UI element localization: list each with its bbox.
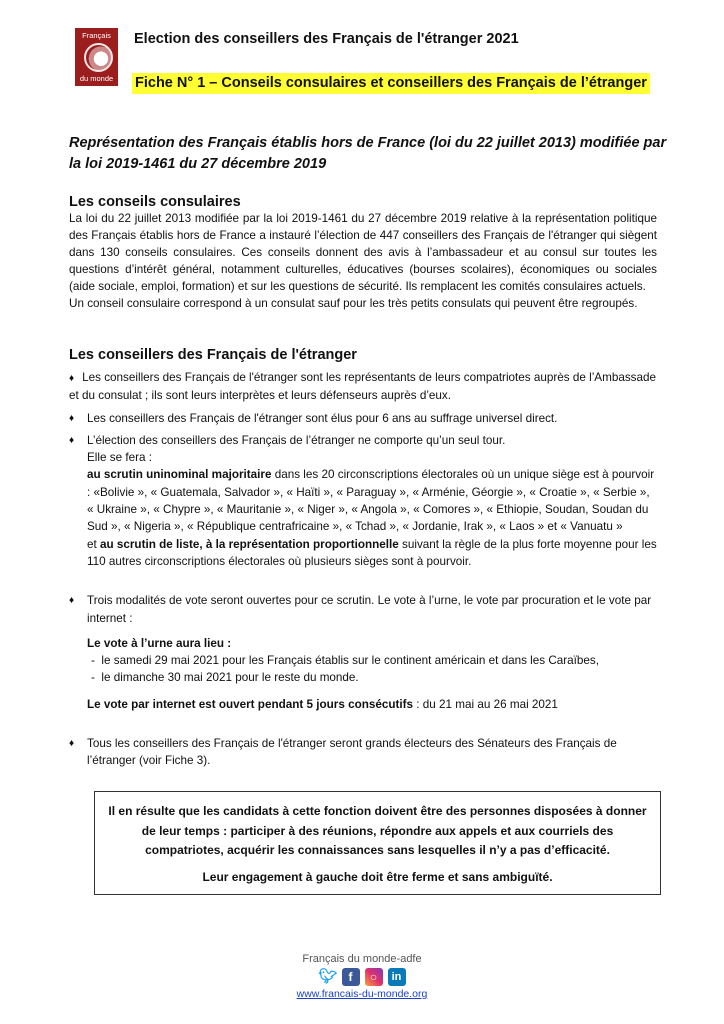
bullet-diamond-icon: ♦	[69, 412, 75, 424]
website-link[interactable]: www.francais-du-monde.org	[296, 988, 428, 1000]
bullet-text: Trois modalités de vote seront ouvertes pour ce scrutin. Le vote à l’urne, le vote par procuration et le vote par internet :	[87, 594, 652, 625]
twitter-icon[interactable]: 🐦︎	[318, 968, 338, 985]
logo-text-bottom: du monde	[79, 74, 114, 83]
bold-text: Le vote par internet est ouvert pendant 5 jours consécutifs	[87, 697, 414, 711]
text: et	[87, 537, 100, 551]
fiche-title: Fiche N° 1 – Conseils consulaires et conseillers des Français de l’étranger	[132, 73, 650, 94]
globe-icon	[84, 43, 113, 72]
document-title: Election des conseillers des Français de l'étranger 2021	[134, 31, 519, 47]
urne-heading: Le vote à l’urne aura lieu :	[87, 636, 232, 650]
logo-text-top: Français	[82, 31, 111, 40]
facebook-icon[interactable]: f	[342, 968, 360, 986]
bullet-text: L’élection des conseillers des Français de l’étranger ne comporte qu’un seul tour.	[87, 433, 506, 447]
footer	[0, 953, 724, 1000]
bullet-diamond-icon: ♦	[69, 738, 75, 750]
country-list: dans les 20 circonscriptions électorales où un unique siège est à pourvoir : «Bolivie », « Guatemala, Salvador », « Haïti », « Paraguay », « Arménie, Géorgie », « Croatie », « Serbie », « Ukraine », « Chypre », « Mauritanie », « Niger », « Angola », « Comores », « Ethiopie, Soudan, Soudan du Sud », « Nigeria », « République centrafricaine », « Tchad », « Jordanie, Irak », « Laos » et « Vanuatu »	[87, 468, 655, 534]
social-icons	[0, 968, 724, 986]
bullet-text	[87, 466, 659, 535]
linkedin-icon[interactable]: in	[388, 968, 406, 986]
francais-du-monde-logo	[75, 28, 118, 86]
bullet-text: Elle se fera :	[87, 451, 152, 465]
text: suivant la règle de la plus forte moyenne pour les 110 autres circonscriptions électorales où plusieurs sièges sont à pourvoir.	[87, 537, 657, 568]
bullet-text	[87, 536, 659, 571]
bullet-text: Les conseillers des Français de l'étranger sont les représentants de leurs compatriotes auprès de l’Ambassade et du consulat ; ils sont leurs interprètes et leurs défenseurs auprès d’eux.	[69, 371, 657, 403]
bullet-diamond-icon: ♦	[69, 595, 75, 607]
bullet-diamond-icon: ♦	[69, 434, 75, 446]
callout-box	[94, 791, 661, 895]
bold-text: au scrutin uninominal majoritaire	[87, 468, 272, 482]
bullet-item	[69, 592, 659, 713]
subtitle: Représentation des Français établis hors de France (loi du 22 juillet 2013) modifiée par la loi 2019-1461 du 27 décembre 2019	[69, 135, 667, 172]
bullet-text: Tous les conseillers des Français de l'étranger seront grands électeurs des Sénateurs des Français de l’étranger (voir Fiche 3).	[87, 737, 617, 768]
date-text: le dimanche 30 mai 2021 pour le reste du monde.	[101, 671, 359, 685]
text: : du 21 mai au 26 mai 2021	[413, 697, 558, 711]
footer-org: Français du monde-adfe	[302, 953, 422, 965]
section-heading: Les conseils consulaires	[69, 194, 241, 210]
bullet-item	[69, 410, 659, 427]
bullet-text: Les conseillers des Français de l'étranger sont élus pour 6 ans au suffrage universel direct.	[87, 411, 558, 425]
section-heading: Les conseillers des Français de l'étranger	[69, 347, 357, 363]
bold-text: au scrutin de liste, à la représentation proportionnelle	[100, 537, 399, 551]
instagram-icon[interactable]: ○	[365, 968, 383, 986]
section-conseils-consulaires	[69, 194, 657, 312]
date-list	[87, 652, 659, 687]
callout-text: Il en résulte que les candidats à cette fonction doivent être des personnes disposées à donner de leur temps : participer à des réunions, répondre aux appels et aux courriels des compatriotes, acquérir les connaissances sans lesquelles il n’y a pas d’efficacité.	[108, 804, 647, 857]
internet-vote	[87, 696, 659, 713]
paragraph: Un conseil consulaire correspond à un consulat sauf pour les très petits consulats qui peuvent être regroupés.	[69, 297, 638, 310]
bullet-item	[69, 735, 659, 770]
section-conseillers	[69, 347, 659, 770]
bullet-item	[69, 369, 659, 405]
date-item: - le samedi 29 mai 2021 pour les Français établis sur le continent américain et dans les Caraïbes,	[91, 654, 600, 668]
callout-text: Leur engagement à gauche doit être ferme et sans ambiguïté.	[202, 869, 553, 884]
date-item: - le dimanche 30 mai 2021 pour le reste du monde.	[91, 671, 359, 685]
bullet-item	[69, 432, 659, 570]
date-text: le samedi 29 mai 2021 pour les Français établis sur le continent américain et dans les Caraïbes,	[101, 654, 600, 668]
bullet-diamond-icon: ♦	[69, 373, 75, 384]
paragraph: La loi du 22 juillet 2013 modifiée par la loi 2019-1461 du 27 décembre 2019 relative à la représentation politique des Français établis hors de France a instauré l’élection de 447 conseillers des Français de l'étranger qui siègent dans 130 conseils consulaires. Ces conseils donnent des avis à l’ambassadeur et au consul sur toutes les questions d’intérêt général, notamment culturelles, éducatives (bourses scolaires), économiques ou sociales (aide sociale, emploi, formation) et sur les questions de sécurité. Ils remplacent les comités consulaires actuels.	[69, 212, 657, 293]
